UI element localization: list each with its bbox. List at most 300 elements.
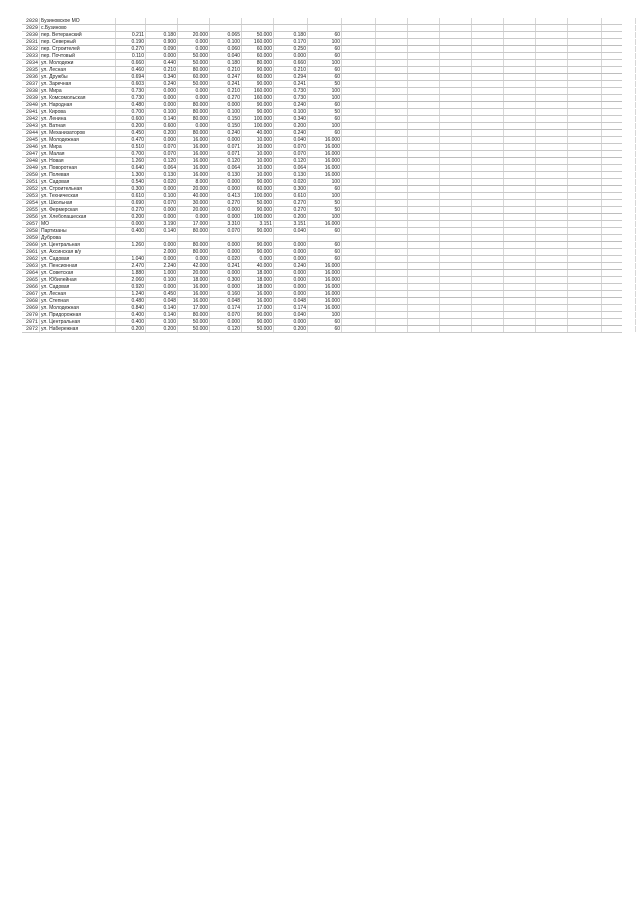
value-cell-3: 17.000 — [178, 221, 210, 227]
value-cell-12 — [472, 18, 504, 24]
value-cell-8 — [342, 319, 376, 325]
value-cell-10 — [408, 144, 440, 150]
value-cell-5: 10.000 — [242, 172, 274, 178]
row-number: 2060 — [22, 242, 40, 248]
value-cell-4: 0.000 — [210, 249, 242, 255]
value-cell-4: 0.000 — [210, 186, 242, 192]
value-cell-5: 10.000 — [242, 144, 274, 150]
value-cell-13 — [504, 109, 536, 115]
row-number: 2067 — [22, 291, 40, 297]
value-cell-9 — [376, 298, 408, 304]
value-cell-16 — [602, 172, 636, 178]
value-cell-11 — [440, 249, 472, 255]
value-cell-4: 0.000 — [210, 179, 242, 185]
value-cell-7: 100 — [308, 312, 342, 318]
value-cell-13 — [504, 235, 536, 241]
value-cell-16 — [602, 32, 636, 38]
value-cell-4: 0.040 — [210, 53, 242, 59]
value-cell-14 — [536, 312, 568, 318]
value-cell-2: 0.240 — [146, 81, 178, 87]
value-cell-15 — [568, 116, 602, 122]
value-cell-9 — [376, 200, 408, 206]
value-cell-10 — [408, 32, 440, 38]
value-cell-10 — [408, 179, 440, 185]
row-number: 2070 — [22, 312, 40, 318]
value-cell-13 — [504, 319, 536, 325]
value-cell-9 — [376, 214, 408, 220]
value-cell-16 — [602, 151, 636, 157]
value-cell-13 — [504, 74, 536, 80]
value-cell-2: 0.450 — [146, 291, 178, 297]
table-row — [22, 18, 622, 25]
value-cell-14 — [536, 39, 568, 45]
table-row — [22, 172, 622, 179]
value-cell-16 — [602, 284, 636, 290]
value-cell-13 — [504, 88, 536, 94]
value-cell-5: 50.000 — [242, 32, 274, 38]
value-cell-8 — [342, 88, 376, 94]
table-row — [22, 25, 622, 32]
value-cell-13 — [504, 151, 536, 157]
value-cell-4: 0.000 — [210, 319, 242, 325]
value-cell-11 — [440, 179, 472, 185]
value-cell-2: 0.900 — [146, 39, 178, 45]
street-name-cell: ул. Лесная — [40, 291, 116, 297]
value-cell-10 — [408, 200, 440, 206]
street-name-cell: ул. Фермерская — [40, 207, 116, 213]
value-cell-2: 1.000 — [146, 270, 178, 276]
value-cell-12 — [472, 60, 504, 66]
value-cell-14 — [536, 151, 568, 157]
value-cell-14 — [536, 221, 568, 227]
value-cell-9 — [376, 193, 408, 199]
value-cell-5: 90.000 — [242, 109, 274, 115]
value-cell-6: 0.240 — [274, 263, 308, 269]
value-cell-10 — [408, 249, 440, 255]
value-cell-1: 2.060 — [116, 277, 146, 283]
value-cell-9 — [376, 179, 408, 185]
value-cell-12 — [472, 81, 504, 87]
value-cell-8 — [342, 18, 376, 24]
value-cell-2: 0.000 — [146, 284, 178, 290]
value-cell-8 — [342, 256, 376, 262]
row-number: 2035 — [22, 67, 40, 73]
value-cell-8 — [342, 25, 376, 31]
value-cell-15 — [568, 81, 602, 87]
street-name-cell: ул. Ахсинская в/у — [40, 249, 116, 255]
value-cell-5: 100.000 — [242, 123, 274, 129]
value-cell-3: 80.000 — [178, 130, 210, 136]
row-number: 2033 — [22, 53, 40, 59]
row-number: 2034 — [22, 60, 40, 66]
value-cell-10 — [408, 277, 440, 283]
value-cell-12 — [472, 221, 504, 227]
value-cell-1: 0.270 — [116, 207, 146, 213]
value-cell-16 — [602, 88, 636, 94]
value-cell-15 — [568, 312, 602, 318]
value-cell-1: 0.211 — [116, 32, 146, 38]
value-cell-8 — [342, 249, 376, 255]
value-cell-8 — [342, 158, 376, 164]
value-cell-6: 3.151 — [274, 221, 308, 227]
value-cell-11 — [440, 228, 472, 234]
value-cell-6: 0.250 — [274, 46, 308, 52]
row-number: 2038 — [22, 88, 40, 94]
value-cell-7: 16.000 — [308, 270, 342, 276]
row-number: 2053 — [22, 193, 40, 199]
value-cell-3: 16.000 — [178, 144, 210, 150]
value-cell-5: 10.000 — [242, 151, 274, 157]
value-cell-10 — [408, 312, 440, 318]
value-cell-10 — [408, 207, 440, 213]
value-cell-16 — [602, 165, 636, 171]
value-cell-8 — [342, 67, 376, 73]
value-cell-9 — [376, 242, 408, 248]
value-cell-14 — [536, 130, 568, 136]
value-cell-10 — [408, 158, 440, 164]
value-cell-1: 2.470 — [116, 263, 146, 269]
row-number: 2063 — [22, 263, 40, 269]
value-cell-13 — [504, 18, 536, 24]
value-cell-15 — [568, 123, 602, 129]
value-cell-14 — [536, 109, 568, 115]
value-cell-11 — [440, 116, 472, 122]
value-cell-5: 90.000 — [242, 312, 274, 318]
value-cell-10 — [408, 88, 440, 94]
value-cell-9 — [376, 130, 408, 136]
value-cell-7: 100 — [308, 39, 342, 45]
value-cell-7: 16.000 — [308, 144, 342, 150]
value-cell-9 — [376, 249, 408, 255]
value-cell-2: 0.000 — [146, 53, 178, 59]
value-cell-2: 0.048 — [146, 298, 178, 304]
value-cell-6: 0.200 — [274, 123, 308, 129]
value-cell-1: 0.190 — [116, 39, 146, 45]
value-cell-2: 0.070 — [146, 200, 178, 206]
table-row — [22, 270, 622, 277]
value-cell-8 — [342, 32, 376, 38]
street-name-cell: ул. Садовая — [40, 256, 116, 262]
value-cell-5: 100.000 — [242, 116, 274, 122]
value-cell-2: 0.000 — [146, 214, 178, 220]
value-cell-2: 0.000 — [146, 95, 178, 101]
value-cell-6: 0.000 — [274, 53, 308, 59]
value-cell-9 — [376, 67, 408, 73]
value-cell-11 — [440, 46, 472, 52]
value-cell-11 — [440, 186, 472, 192]
value-cell-3: 50.000 — [178, 319, 210, 325]
row-number: 2059 — [22, 235, 40, 241]
value-cell-15 — [568, 298, 602, 304]
value-cell-11 — [440, 18, 472, 24]
value-cell-6: 0.000 — [274, 256, 308, 262]
value-cell-10 — [408, 319, 440, 325]
value-cell-14 — [536, 186, 568, 192]
value-cell-4: 0.300 — [210, 277, 242, 283]
value-cell-10 — [408, 130, 440, 136]
value-cell-4: 0.150 — [210, 116, 242, 122]
value-cell-13 — [504, 298, 536, 304]
value-cell-13 — [504, 312, 536, 318]
value-cell-12 — [472, 235, 504, 241]
value-cell-14 — [536, 32, 568, 38]
value-cell-10 — [408, 123, 440, 129]
value-cell-15 — [568, 249, 602, 255]
value-cell-1: 0.730 — [116, 95, 146, 101]
value-cell-2: 0.600 — [146, 123, 178, 129]
value-cell-9 — [376, 221, 408, 227]
street-name-cell: ул. Ленина — [40, 116, 116, 122]
value-cell-13 — [504, 326, 536, 332]
value-cell-6: 0.180 — [274, 32, 308, 38]
value-cell-8 — [342, 151, 376, 157]
value-cell-6: 0.000 — [274, 291, 308, 297]
value-cell-13 — [504, 130, 536, 136]
table-row — [22, 228, 622, 235]
value-cell-12 — [472, 88, 504, 94]
table-row — [22, 137, 622, 144]
value-cell-14 — [536, 298, 568, 304]
table-row — [22, 53, 622, 60]
value-cell-5: 60.000 — [242, 74, 274, 80]
value-cell-7: 16.000 — [308, 263, 342, 269]
value-cell-4: 0.210 — [210, 67, 242, 73]
value-cell-16 — [602, 102, 636, 108]
street-name-cell: ул. Степная — [40, 298, 116, 304]
value-cell-7: 16.000 — [308, 305, 342, 311]
street-name-cell: пер. Северный — [40, 39, 116, 45]
value-cell-9 — [376, 277, 408, 283]
value-cell-1: 0.603 — [116, 81, 146, 87]
value-cell-13 — [504, 144, 536, 150]
value-cell-2: 0.200 — [146, 326, 178, 332]
value-cell-2: 0.000 — [146, 207, 178, 213]
value-cell-6: 0.000 — [274, 249, 308, 255]
value-cell-10 — [408, 39, 440, 45]
street-name-cell: ул. Центральная — [40, 319, 116, 325]
value-cell-12 — [472, 144, 504, 150]
value-cell-7: 60 — [308, 67, 342, 73]
value-cell-16 — [602, 109, 636, 115]
value-cell-1: 0.600 — [116, 116, 146, 122]
value-cell-14 — [536, 291, 568, 297]
value-cell-5 — [242, 25, 274, 31]
value-cell-13 — [504, 158, 536, 164]
value-cell-15 — [568, 179, 602, 185]
value-cell-16 — [602, 305, 636, 311]
value-cell-6: 0.040 — [274, 137, 308, 143]
value-cell-3: 80.000 — [178, 67, 210, 73]
street-name-cell: ул. Народная — [40, 102, 116, 108]
row-number: 2069 — [22, 305, 40, 311]
value-cell-7: 50 — [308, 207, 342, 213]
street-name-cell: пер. Строителей — [40, 46, 116, 52]
value-cell-3: 16.000 — [178, 284, 210, 290]
value-cell-9 — [376, 74, 408, 80]
value-cell-9 — [376, 102, 408, 108]
value-cell-8 — [342, 312, 376, 318]
value-cell-10 — [408, 81, 440, 87]
value-cell-10 — [408, 263, 440, 269]
value-cell-3: 0.000 — [178, 39, 210, 45]
value-cell-6: 0.270 — [274, 200, 308, 206]
value-cell-9 — [376, 46, 408, 52]
value-cell-13 — [504, 200, 536, 206]
value-cell-2: 0.070 — [146, 144, 178, 150]
value-cell-13 — [504, 123, 536, 129]
value-cell-3: 50.000 — [178, 53, 210, 59]
value-cell-16 — [602, 39, 636, 45]
value-cell-15 — [568, 151, 602, 157]
value-cell-7 — [308, 18, 342, 24]
value-cell-3: 16.000 — [178, 291, 210, 297]
value-cell-4: 0.241 — [210, 263, 242, 269]
value-cell-3: 50.000 — [178, 81, 210, 87]
value-cell-11 — [440, 207, 472, 213]
value-cell-16 — [602, 46, 636, 52]
value-cell-7 — [308, 235, 342, 241]
value-cell-8 — [342, 116, 376, 122]
value-cell-12 — [472, 214, 504, 220]
value-cell-1: 0.400 — [116, 312, 146, 318]
value-cell-7: 60 — [308, 249, 342, 255]
value-cell-10 — [408, 116, 440, 122]
value-cell-13 — [504, 165, 536, 171]
table-row — [22, 179, 622, 186]
value-cell-4: 0.100 — [210, 109, 242, 115]
value-cell-10 — [408, 305, 440, 311]
value-cell-2: 0.100 — [146, 193, 178, 199]
value-cell-5: 90.000 — [242, 179, 274, 185]
row-number: 2072 — [22, 326, 40, 332]
value-cell-15 — [568, 193, 602, 199]
value-cell-2: 0.000 — [146, 137, 178, 143]
value-cell-13 — [504, 263, 536, 269]
value-cell-14 — [536, 60, 568, 66]
value-cell-7: 16.000 — [308, 298, 342, 304]
value-cell-14 — [536, 74, 568, 80]
value-cell-4: 0.065 — [210, 32, 242, 38]
value-cell-16 — [602, 242, 636, 248]
value-cell-10 — [408, 25, 440, 31]
value-cell-2: 0.440 — [146, 60, 178, 66]
value-cell-4: 0.000 — [210, 207, 242, 213]
value-cell-2: 0.100 — [146, 109, 178, 115]
value-cell-13 — [504, 207, 536, 213]
value-cell-11 — [440, 32, 472, 38]
value-cell-13 — [504, 249, 536, 255]
value-cell-11 — [440, 67, 472, 73]
value-cell-14 — [536, 53, 568, 59]
value-cell-1 — [116, 249, 146, 255]
value-cell-8 — [342, 130, 376, 136]
street-name-cell: ул. Полевая — [40, 172, 116, 178]
value-cell-14 — [536, 277, 568, 283]
value-cell-15 — [568, 25, 602, 31]
street-name-cell: ул. Мира — [40, 144, 116, 150]
value-cell-9 — [376, 256, 408, 262]
value-cell-8 — [342, 74, 376, 80]
value-cell-14 — [536, 116, 568, 122]
value-cell-8 — [342, 228, 376, 234]
value-cell-1: 0.694 — [116, 74, 146, 80]
value-cell-11 — [440, 256, 472, 262]
value-cell-7: 60 — [308, 46, 342, 52]
value-cell-11 — [440, 25, 472, 31]
table-row — [22, 60, 622, 67]
value-cell-16 — [602, 228, 636, 234]
value-cell-15 — [568, 228, 602, 234]
value-cell-14 — [536, 319, 568, 325]
value-cell-12 — [472, 102, 504, 108]
value-cell-15 — [568, 305, 602, 311]
value-cell-8 — [342, 284, 376, 290]
value-cell-7: 100 — [308, 214, 342, 220]
value-cell-1: 0.200 — [116, 123, 146, 129]
value-cell-14 — [536, 179, 568, 185]
value-cell-7: 60 — [308, 32, 342, 38]
value-cell-3: 80.000 — [178, 228, 210, 234]
row-number: 2041 — [22, 109, 40, 115]
value-cell-10 — [408, 109, 440, 115]
value-cell-10 — [408, 242, 440, 248]
value-cell-13 — [504, 137, 536, 143]
value-cell-3: 40.000 — [178, 193, 210, 199]
value-cell-4 — [210, 235, 242, 241]
value-cell-6: 0.000 — [274, 284, 308, 290]
value-cell-5: 10.000 — [242, 137, 274, 143]
value-cell-16 — [602, 277, 636, 283]
value-cell-1: 0.400 — [116, 319, 146, 325]
value-cell-10 — [408, 102, 440, 108]
value-cell-12 — [472, 137, 504, 143]
value-cell-2: 0.100 — [146, 277, 178, 283]
table-row — [22, 249, 622, 256]
table-row — [22, 109, 622, 116]
value-cell-3: 42.000 — [178, 263, 210, 269]
value-cell-8 — [342, 235, 376, 241]
value-cell-3: 20.000 — [178, 207, 210, 213]
street-name-cell: ул. Придорожная — [40, 312, 116, 318]
value-cell-1: 0.510 — [116, 144, 146, 150]
value-cell-1: 0.200 — [116, 326, 146, 332]
table-row — [22, 214, 622, 221]
value-cell-4: 0.064 — [210, 165, 242, 171]
value-cell-16 — [602, 256, 636, 262]
value-cell-7: 100 — [308, 179, 342, 185]
value-cell-5 — [242, 235, 274, 241]
value-cell-10 — [408, 172, 440, 178]
street-name-cell: ул. Молодежи — [40, 60, 116, 66]
table-row — [22, 305, 622, 312]
value-cell-2: 0.090 — [146, 46, 178, 52]
value-cell-10 — [408, 270, 440, 276]
value-cell-11 — [440, 109, 472, 115]
value-cell-6: 0.294 — [274, 74, 308, 80]
value-cell-1: 1.260 — [116, 158, 146, 164]
value-cell-15 — [568, 144, 602, 150]
value-cell-4: 0.270 — [210, 95, 242, 101]
value-cell-8 — [342, 263, 376, 269]
value-cell-5: 18.000 — [242, 270, 274, 276]
value-cell-5: 40.000 — [242, 263, 274, 269]
value-cell-11 — [440, 312, 472, 318]
row-number: 2045 — [22, 137, 40, 143]
street-name-cell: ул. Лесная — [40, 67, 116, 73]
value-cell-16 — [602, 193, 636, 199]
value-cell-14 — [536, 326, 568, 332]
value-cell-8 — [342, 207, 376, 213]
